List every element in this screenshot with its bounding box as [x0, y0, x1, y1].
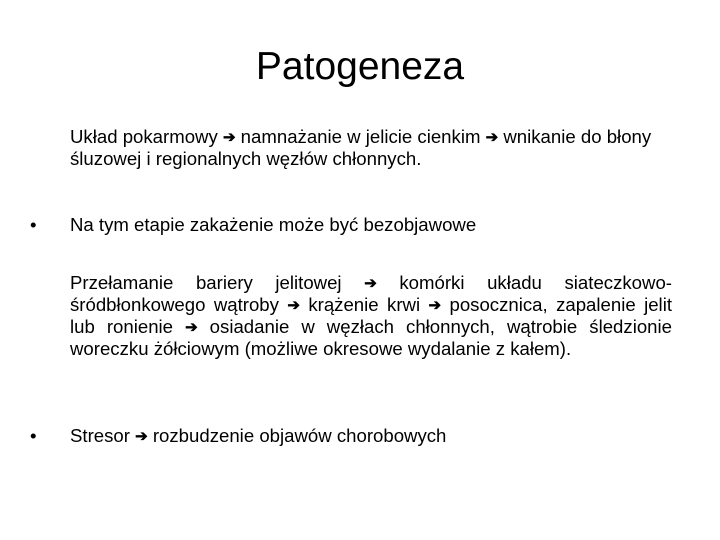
bullet-icon: • — [30, 214, 37, 235]
text-segment: Stresor — [70, 425, 136, 446]
text-segment: namnażanie w jelicie cienkim — [235, 126, 486, 147]
text-segment: Przełamanie bariery jelitowej — [70, 272, 365, 293]
arrow-right-icon: ➔ — [287, 297, 300, 314]
text-segment: wnikanie do błony śluzowej i regionalnych węzłów chłonnych. — [70, 126, 652, 169]
arrow-right-icon: ➔ — [222, 129, 236, 146]
arrow-right-icon: ➔ — [364, 275, 377, 292]
bullet-asymptomatic: Na tym etapie zakażenie może być bezobjawowe — [70, 214, 477, 235]
text-segment: Układ pokarmowy — [70, 126, 223, 147]
text-segment: osiadanie w węzłach chłonnych, wątrobie śledzionie woreczku żółciowym (możliwe okresowe wydalanie z kałem). — [70, 316, 672, 359]
text-segment: komórki układu siateczkowo-śródbłonkowego wątroby — [70, 272, 672, 315]
text-segment: posocznica, zapalenie jelit lub ronienie — [70, 294, 672, 337]
slide-title: Patogeneza — [255, 45, 465, 88]
arrow-right-icon: ➔ — [135, 428, 148, 445]
text-segment: krążenie krwi — [299, 294, 429, 315]
text-segment: rozbudzenie objawów chorobowych — [147, 425, 447, 446]
bullet-icon: • — [30, 425, 37, 446]
bullet-stressor — [70, 425, 672, 447]
arrow-right-icon: ➔ — [428, 297, 442, 314]
paragraph-barrier-breach — [70, 272, 672, 359]
paragraph-digestive-path — [70, 126, 672, 169]
arrow-right-icon: ➔ — [185, 319, 198, 336]
arrow-right-icon: ➔ — [485, 129, 499, 146]
